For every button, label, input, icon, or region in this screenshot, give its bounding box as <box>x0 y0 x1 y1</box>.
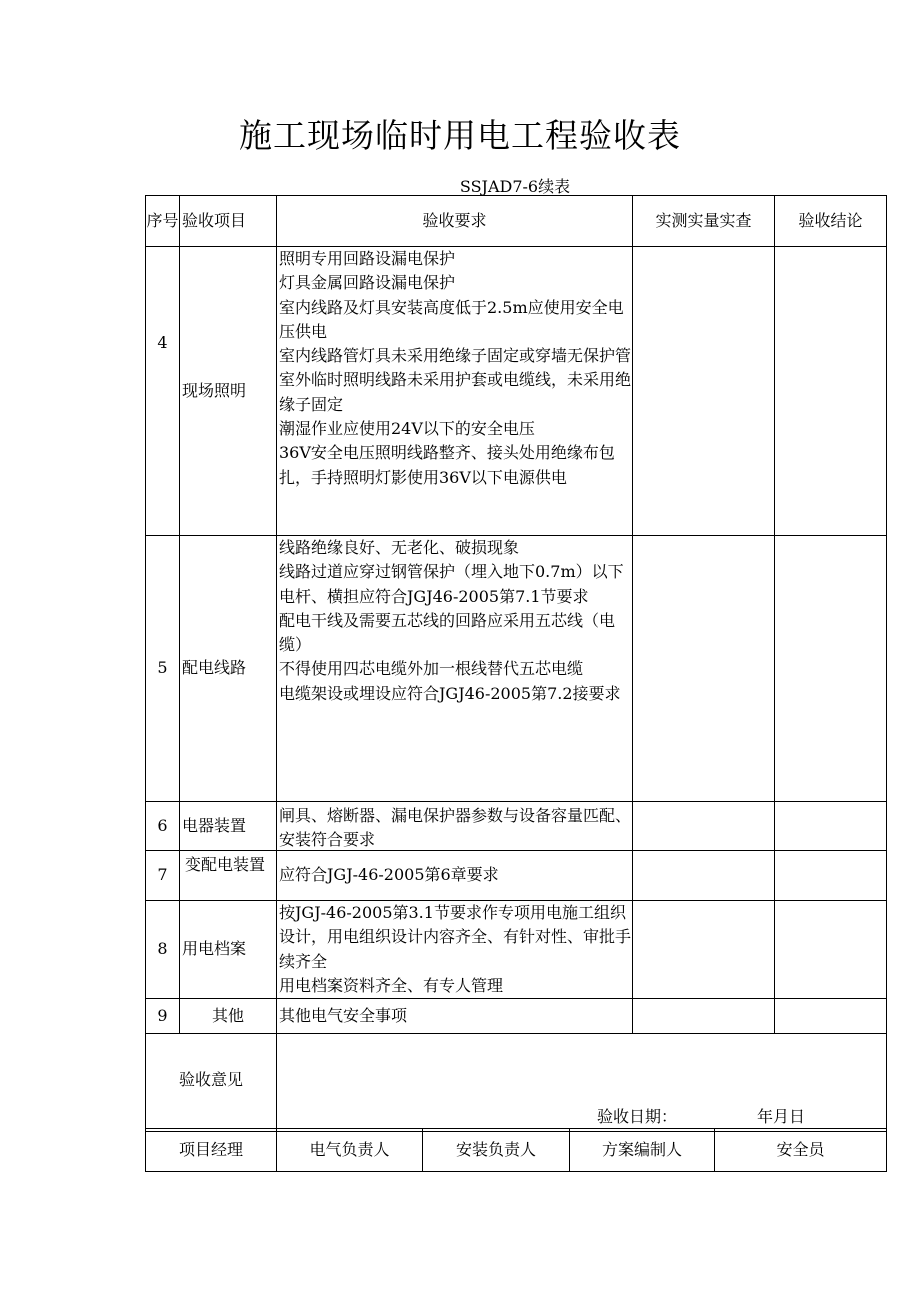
requirement-line: 配电干线及需要五芯线的回路应采用五芯线（电缆） <box>279 610 616 655</box>
requirement-line: 室外临时照明线路未采用护套或电缆线，未采用绝缘子固定 <box>279 370 632 414</box>
row-item: 配电线路 <box>180 536 277 802</box>
row-item: 现场照明 <box>180 247 277 536</box>
row-num: 5 <box>146 536 180 802</box>
row-num: 8 <box>146 901 180 999</box>
requirement-line: 照明专用回路设漏电保护 <box>279 249 456 268</box>
row-requirements <box>277 999 633 1034</box>
requirement-line: 电缆架设或埋设应符合JGJ46-2005第7.2接要求 <box>279 683 621 703</box>
conclusion-cell[interactable] <box>775 901 887 999</box>
row-item: 用电档案 <box>180 901 277 999</box>
conclusion-cell[interactable] <box>775 536 887 802</box>
form-code: SSJAD7-6续表 <box>459 177 571 196</box>
table-row <box>146 536 887 802</box>
row-num: 9 <box>146 999 180 1034</box>
opinion-label: 验收意见 <box>146 1034 277 1132</box>
measured-cell[interactable] <box>633 901 775 999</box>
opinion-row <box>146 1034 887 1132</box>
requirement-line: 线路过道应穿过钢管保护（埋入地下0.7m）以下电杆、横担应符合JGJ46-2005第7.1节要求 <box>279 562 624 606</box>
row-requirements <box>277 247 633 536</box>
measured-cell[interactable] <box>633 247 775 536</box>
header-row <box>146 196 887 247</box>
header-measured: 实测实量实查 <box>633 196 775 247</box>
requirement-line: 灯具金属回路设漏电保护 <box>279 273 456 293</box>
table-row <box>146 999 887 1034</box>
table-row <box>146 851 887 901</box>
requirement-line: 潮湿作业应使用24V以下的安全电压 <box>279 419 535 439</box>
requirement-line: 应符合JGJ-46-2005第6章要求 <box>279 865 499 885</box>
signature-safety-officer: 安全员 <box>715 1129 887 1172</box>
requirement-line: 按JGJ-46-2005第3.1节要求作专项用电施工组织设计，用电组织设计内容齐全、有针对性、审批手续齐全 <box>279 903 632 971</box>
requirement-line: 其他电气安全事项 <box>279 1006 408 1026</box>
table-row <box>146 901 887 999</box>
requirement-line: 不得使用四芯电缆外加一根线替代五芯电缆 <box>279 659 584 679</box>
row-requirements <box>277 802 633 851</box>
row-item: 其他 <box>180 999 277 1034</box>
acceptance-table <box>145 195 887 1132</box>
requirement-line: 闸具、熔断器、漏电保护器参数与设备容量匹配、安装符合要求 <box>279 806 632 850</box>
conclusion-cell[interactable] <box>775 247 887 536</box>
row-item: 变配电装置 <box>180 851 277 901</box>
header-requirement: 验收要求 <box>277 196 633 247</box>
conclusion-cell[interactable] <box>775 851 887 901</box>
row-requirements <box>277 536 633 802</box>
requirement-line: 室内线路及灯具安装高度低于2.5m应使用安全电压供电 <box>279 297 624 341</box>
requirement-line: 36V安全电压照明线路整齐、接头处用绝缘布包扎，手持照明灯影使用36V以下电源供电 <box>279 443 615 487</box>
conclusion-cell[interactable] <box>775 802 887 851</box>
signature-plan-author: 方案编制人 <box>570 1129 715 1172</box>
measured-cell[interactable] <box>633 999 775 1034</box>
opinion-cell[interactable] <box>277 1034 887 1132</box>
requirement-line: 室内线路管灯具未采用绝缘子固定或穿墙无保护管 <box>279 346 632 366</box>
requirement-line: 线路绝缘良好、无老化、破损现象 <box>279 538 520 557</box>
row-num: 7 <box>146 851 180 901</box>
signature-table <box>145 1128 887 1172</box>
signature-project-manager: 项目经理 <box>146 1129 277 1172</box>
page-title: 施工现场临时用电工程验收表 <box>239 116 681 155</box>
signature-row <box>146 1129 887 1172</box>
date-value: 年月日 <box>757 1106 806 1126</box>
measured-cell[interactable] <box>633 851 775 901</box>
signature-installation-lead: 安装负责人 <box>423 1129 570 1172</box>
header-conclusion: 验收结论 <box>775 196 887 247</box>
row-requirements <box>277 901 633 999</box>
requirement-line: 用电档案资料齐全、有专人管理 <box>279 975 504 995</box>
signature-electrical-lead: 电气负责人 <box>277 1129 423 1172</box>
acceptance-date <box>597 1105 805 1129</box>
date-label: 验收日期： <box>597 1106 678 1126</box>
measured-cell[interactable] <box>633 802 775 851</box>
conclusion-cell[interactable] <box>775 999 887 1034</box>
table-row <box>146 802 887 851</box>
table-row <box>146 247 887 536</box>
row-num: 6 <box>146 802 180 851</box>
row-item: 电器装置 <box>180 802 277 851</box>
header-item: 验收项目 <box>180 196 277 247</box>
header-num: 序号 <box>146 196 180 247</box>
measured-cell[interactable] <box>633 536 775 802</box>
row-num: 4 <box>146 247 180 536</box>
row-requirements <box>277 851 633 901</box>
